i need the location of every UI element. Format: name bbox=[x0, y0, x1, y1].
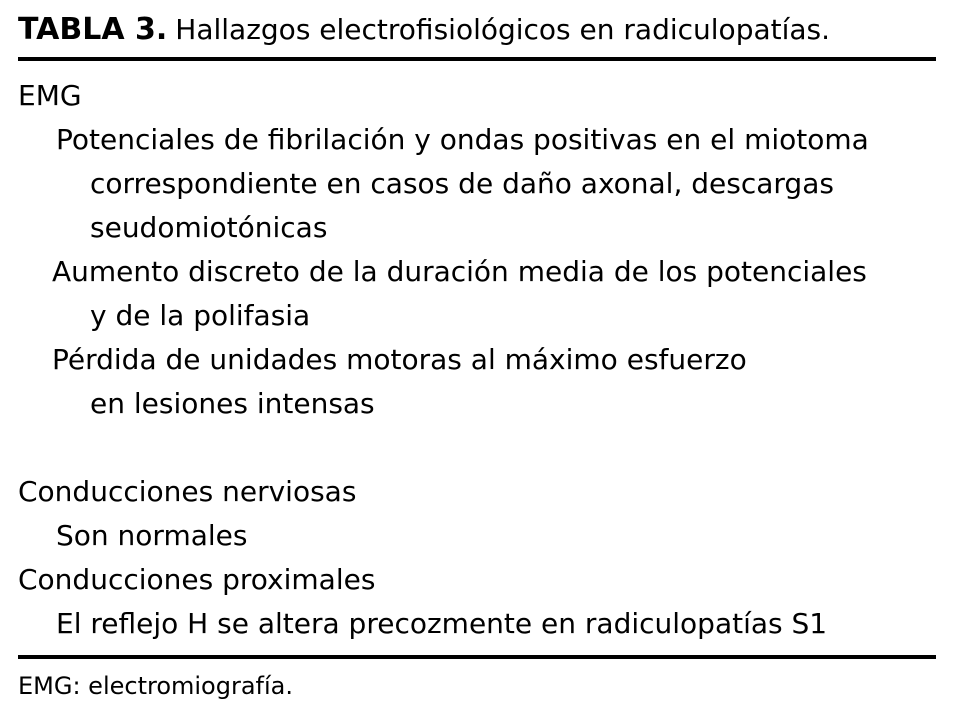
section-heading-conducciones-nerviosas: Conducciones nerviosas bbox=[18, 475, 357, 508]
emg-item-1-line-3: seudomiotónicas bbox=[90, 211, 328, 244]
top-rule bbox=[18, 57, 936, 61]
emg-item-1-line-2: correspondiente en casos de daño axonal, descargas bbox=[90, 167, 834, 200]
bottom-rule bbox=[18, 655, 936, 659]
table-caption: Hallazgos electrofisiológicos en radiculopatías. bbox=[175, 13, 831, 46]
section-heading-conducciones-proximales: Conducciones proximales bbox=[18, 563, 376, 596]
emg-item-2-line-1: Aumento discreto de la duración media de los potenciales bbox=[52, 255, 867, 288]
table-title bbox=[18, 8, 830, 52]
table-label: TABLA 3. bbox=[18, 12, 168, 47]
emg-item-3-line-2: en lesiones intensas bbox=[90, 387, 375, 420]
emg-item-2-line-2: y de la polifasia bbox=[90, 299, 311, 332]
conducciones-nerviosas-item-1: Son normales bbox=[56, 519, 248, 552]
conducciones-proximales-item-1: El reflejo H se altera precozmente en radiculopatías S1 bbox=[56, 607, 828, 640]
emg-item-1-line-1: Potenciales de fibrilación y ondas positivas en el miotoma bbox=[56, 123, 869, 156]
table-footnote: EMG: electromiografía. bbox=[18, 672, 294, 700]
section-heading-emg: EMG bbox=[18, 79, 82, 112]
emg-item-3-line-1: Pérdida de unidades motoras al máximo esfuerzo bbox=[52, 343, 747, 376]
